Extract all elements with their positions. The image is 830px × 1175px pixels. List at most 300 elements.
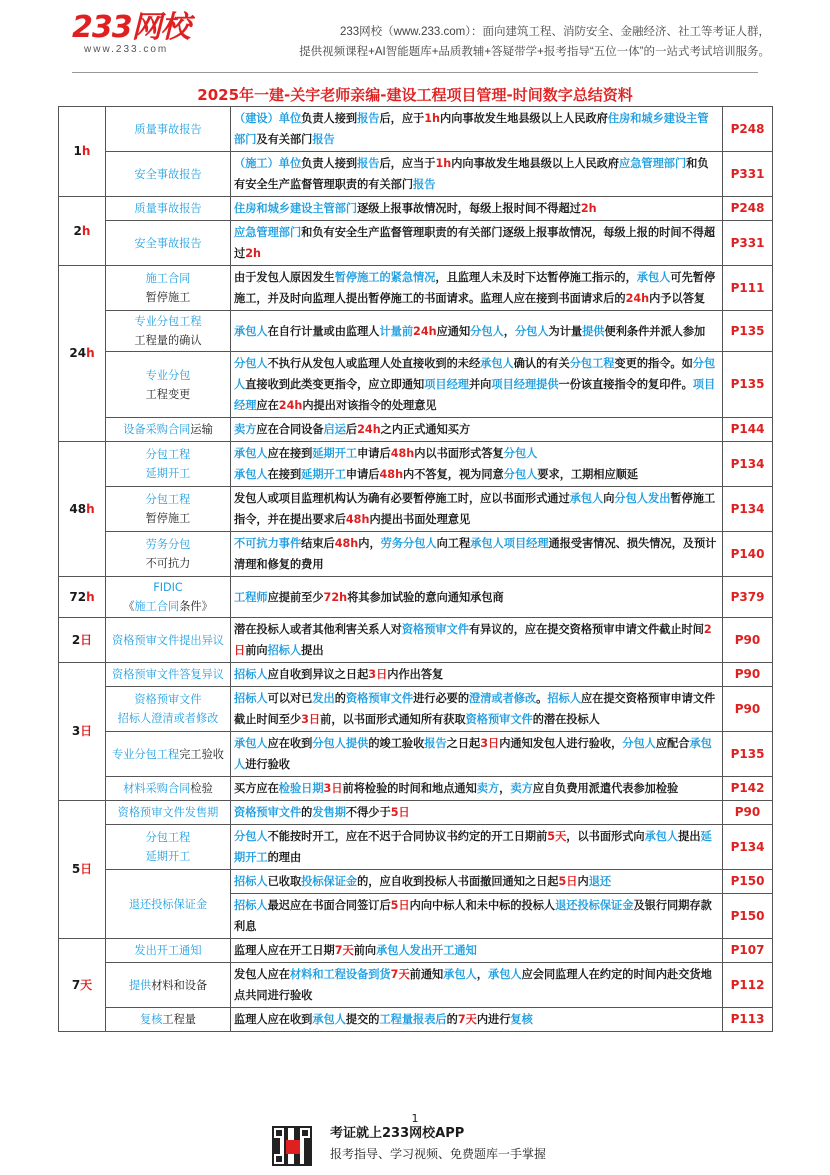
term-highlight: 项目经理 — [491, 378, 537, 391]
topic-cell — [106, 311, 231, 352]
time-highlight: 1h — [424, 112, 440, 125]
topic-main — [109, 941, 227, 960]
topic-sub: 暂停施工 — [145, 512, 191, 525]
time-unit: h — [86, 589, 95, 604]
content-cell: 分包人不执行从发包人或监理人处直接收到的未经承包人确认的有关分包工程变更的指令。如分包人直接收到此类变更指令，应立即通知项目经理并向项目经理提供一份该直接指令的复印件。项目经理应在24h内提出对该指令的处理意见 — [231, 352, 723, 418]
topic-main — [109, 631, 227, 650]
term-highlight: 住房和城乡建设主管部门 — [234, 202, 358, 215]
time-unit: 日 — [80, 632, 93, 647]
table-row — [59, 221, 773, 266]
topic-cell — [106, 825, 231, 870]
term-highlight: 承包人 — [234, 737, 712, 771]
term-highlight: 招标人 — [117, 712, 152, 725]
term-highlight: 劳务分包 — [145, 538, 191, 551]
topic-main — [109, 120, 227, 139]
term-highlight: 延期开工 — [312, 447, 358, 460]
content-cell: （施工）单位负责人接到报告后，应当于1h内向事故发生地县级以上人民政府应急管理部门和负有安全生产监督管理职责的有关部门报告 — [231, 152, 723, 197]
term-highlight: 工程量报表后 — [379, 1013, 447, 1026]
term-highlight: 延期开工 — [145, 850, 191, 863]
time-unit: h — [86, 501, 95, 516]
term-highlight: 分包人 — [503, 447, 538, 460]
term-highlight: 承包人 — [470, 537, 504, 550]
term-highlight: 应急管理部门 — [234, 226, 302, 239]
table-row — [59, 870, 773, 894]
term-highlight: 报告 — [179, 202, 202, 215]
term-highlight: 提出异议 — [179, 633, 224, 647]
time-cell: 2日 — [59, 618, 106, 663]
term-highlight: 住房和城乡建设主管部门 — [234, 112, 709, 146]
term-highlight: 专业分包 — [145, 368, 191, 382]
term-highlight: 复核 — [510, 1013, 533, 1026]
page-ref-cell: P379 — [723, 577, 773, 618]
term-highlight: 延期开工 — [234, 830, 712, 864]
page-number: 1 — [411, 1112, 419, 1125]
brand-url: www.233.com — [84, 44, 169, 55]
page-ref-cell: P90 — [723, 687, 773, 732]
topic-cell — [106, 152, 231, 197]
term-highlight: 报告 — [179, 236, 202, 250]
term-highlight: 承包人 — [234, 737, 268, 750]
content-cell: 住房和城乡建设主管部门逐级上报事故情况时，每级上报时间不得超过2h — [231, 197, 723, 221]
time-highlight: 3日 — [368, 668, 388, 681]
content-cell: 工程师应提前至少72h将其参加试验的意向通知承包商 — [231, 577, 723, 618]
time-unit: h — [81, 144, 91, 158]
qr-corner — [300, 1128, 310, 1138]
term-highlight: 延期开工 — [301, 468, 346, 481]
topic-main — [109, 269, 227, 288]
time-unit: h — [86, 346, 95, 360]
table-row — [59, 352, 773, 418]
page-header — [0, 0, 830, 80]
table-row — [59, 1008, 773, 1032]
term-highlight: 检验日期 — [278, 782, 324, 795]
page-ref-cell: P134 — [723, 442, 773, 487]
topic-cell — [106, 487, 231, 532]
page-ref-cell: P111 — [723, 266, 773, 311]
table-row — [59, 732, 773, 777]
content-cell: 卖方应在合同设备启运后24h之内正式通知买方 — [231, 418, 723, 442]
page-ref-cell: P135 — [723, 311, 773, 352]
term-highlight: 投标保证金 — [301, 875, 358, 888]
qr-code-icon[interactable] — [272, 1126, 312, 1166]
term-highlight: 施工合同 — [134, 600, 180, 613]
topic-cell — [106, 221, 231, 266]
header-divider — [72, 72, 758, 73]
topic-main — [109, 490, 227, 509]
time-highlight: 72h — [323, 590, 348, 604]
topic-cell — [106, 801, 231, 825]
term-highlight: 提供 — [345, 737, 369, 750]
table-row — [59, 442, 773, 487]
topic-cell — [106, 418, 231, 442]
term-highlight: 专业分包工程 — [134, 315, 202, 328]
term-highlight: 计量前 — [379, 324, 414, 338]
table-row — [59, 532, 773, 577]
time-highlight: 48h — [390, 447, 415, 460]
page-ref-cell: P150 — [723, 894, 773, 939]
page-ref-cell: P331 — [723, 152, 773, 197]
term-highlight: 报告 — [179, 167, 202, 181]
topic-sub: 《施工合同条件》 — [123, 600, 213, 613]
table-row — [59, 777, 773, 801]
term-highlight: 应急管理部门 — [619, 157, 687, 170]
topic-main — [109, 578, 227, 597]
page-ref-cell: P142 — [723, 777, 773, 801]
term-highlight: 承包人 — [644, 830, 679, 843]
term-highlight: 澄清或者修改 — [469, 692, 537, 705]
page-ref-cell: P248 — [723, 107, 773, 152]
term-highlight: 质量事故 — [134, 202, 180, 215]
table-row — [59, 152, 773, 197]
time-highlight: 3日 — [301, 713, 321, 726]
time-highlight: 48h — [379, 468, 404, 481]
term-highlight: 分包工程 — [145, 831, 191, 844]
topic-main — [109, 895, 227, 914]
topic-sub — [109, 709, 227, 728]
time-highlight: 7天 — [457, 1013, 477, 1026]
term-highlight: 资格预审文件 — [234, 806, 302, 819]
term-highlight: 承包人 — [376, 944, 410, 957]
table-row — [59, 825, 773, 870]
qr-corner — [274, 1154, 284, 1164]
term-highlight: 分包人 — [234, 357, 268, 370]
time-highlight: 5天 — [547, 830, 567, 843]
term-highlight: 报告 — [424, 737, 447, 750]
topic-cell — [106, 963, 231, 1008]
time-highlight: 24h — [357, 423, 381, 436]
topic-main: 设备采购合同运输 — [123, 423, 213, 436]
time-unit: h — [81, 223, 91, 238]
topic-cell — [106, 870, 231, 939]
time-highlight: 3日 — [480, 737, 500, 750]
table-row — [59, 618, 773, 663]
content-cell: 买方应在检验日期3日前将检验的时间和地点通知卖方，卖方应自负费用派遣代表参加检验 — [231, 777, 723, 801]
time-highlight: 7天 — [334, 944, 354, 957]
content-cell: 应急管理部门和负有安全生产监督管理职责的有关部门逐级上报事故情况，每级上报的时间不得超过2h — [231, 221, 723, 266]
term-highlight: 发出开工通知 — [409, 944, 477, 957]
topic-cell — [106, 107, 231, 152]
term-highlight: 延期开工 — [145, 467, 191, 480]
topic-cell — [106, 618, 231, 663]
time-highlight: 24h — [625, 292, 650, 305]
content-cell: 承包人在自行计量或由监理人计量前24h应通知分包人，分包人为计量提供便利条件并派人参加 — [231, 311, 723, 352]
page-ref-cell: P107 — [723, 939, 773, 963]
term-highlight: 资格预审文件 — [401, 623, 469, 636]
term-highlight: 招标人 — [234, 899, 268, 912]
tagline-line-1: 233网校（www.233.com）：面向建筑工程、消防安全、金融经济、社工等考证人群， — [339, 26, 770, 38]
topic-cell — [106, 777, 231, 801]
term-highlight: 承包人 — [480, 357, 514, 370]
topic-main — [109, 165, 227, 184]
topic-cell — [106, 577, 231, 618]
topic-main — [109, 828, 227, 847]
term-highlight: （施工）单位 — [234, 157, 302, 170]
term-highlight: 报告 — [357, 157, 380, 170]
topic-main — [109, 445, 227, 464]
time-cell: 2h — [59, 197, 106, 266]
time-highlight: 48h — [345, 513, 370, 526]
time-cell: 1h — [59, 107, 106, 197]
topic-sub: 不可抗力 — [145, 557, 191, 570]
term-highlight: 设备采购合同 — [123, 423, 191, 436]
term-highlight: 项目经理 — [424, 378, 469, 391]
term-highlight: 招标人 — [234, 692, 268, 705]
content-cell: 由于发包人原因发生暂停施工的紧急情况，且监理人未及时下达暂停施工指示的，承包人可先暂停施工，并及时向监理人提出暂停施工的书面请求。监理人应在接到书面请求后的24h内予以答复 — [231, 266, 723, 311]
term-highlight: 投标保证金 — [151, 897, 208, 911]
topic-main — [109, 312, 227, 331]
term-highlight: 承包人 — [569, 492, 604, 505]
table-row — [59, 487, 773, 532]
term-highlight: 发出开工通知 — [134, 944, 202, 957]
table-row — [59, 687, 773, 732]
topic-main: 提供材料和设备 — [128, 978, 208, 992]
content-cell: 监理人应在开工日期7天前向承包人发出开工通知 — [231, 939, 723, 963]
term-highlight: 发出 — [312, 692, 335, 705]
term-highlight: 提供 — [582, 324, 605, 338]
table-row — [59, 107, 773, 152]
time-highlight: 2h — [245, 247, 261, 260]
page-ref-cell: P112 — [723, 963, 773, 1008]
term-highlight: 提供 — [536, 378, 559, 391]
page-ref-cell: P135 — [723, 732, 773, 777]
topic-cell — [106, 732, 231, 777]
page-ref-cell: P134 — [723, 825, 773, 870]
topic-main — [109, 665, 227, 684]
topic-main: 材料采购合同检验 — [123, 782, 213, 795]
term-highlight: （建设）单位 — [234, 112, 302, 125]
table-row — [59, 663, 773, 687]
time-highlight: 5日 — [390, 899, 410, 912]
topic-main — [109, 199, 227, 218]
table-row — [59, 801, 773, 825]
topic-sub — [109, 464, 227, 483]
content-cell: 发包人应在材料和工程设备到货7天前通知承包人，承包人应会同监理人在约定的时间内赴交货地点共同进行验收 — [231, 963, 723, 1008]
term-highlight: 施工合同 — [145, 272, 191, 285]
term-highlight: 分包人 — [503, 468, 538, 481]
table-row — [59, 311, 773, 352]
table-row — [59, 963, 773, 1008]
time-cell: 48h — [59, 442, 106, 577]
topic-cell — [106, 663, 231, 687]
term-highlight: 分包工程 — [145, 493, 191, 506]
time-highlight: 5日 — [390, 806, 410, 819]
term-highlight: 承包人 — [234, 447, 268, 460]
term-highlight: FIDIC — [153, 581, 183, 594]
content-cell: （建设）单位负责人接到报告后，应于1h内向事故发生地县级以上人民政府住房和城乡建设主管部门及有关部门报告 — [231, 107, 723, 152]
term-highlight: 退还 — [128, 897, 152, 911]
term-highlight: 分包人 — [312, 737, 346, 750]
topic-main — [109, 535, 227, 554]
time-highlight: 7天 — [390, 968, 410, 981]
time-cell: 7天 — [59, 939, 106, 1032]
term-highlight: 分包人 — [622, 737, 656, 750]
term-highlight: 分包人 — [614, 492, 648, 505]
content-cell: 潜在投标人或者其他利害关系人对资格预审文件有异议的，应在提交资格预审申请文件截止时间2日前向招标人提出 — [231, 618, 723, 663]
page-ref-cell: P134 — [723, 487, 773, 532]
topic-sub: 暂停施工 — [145, 291, 191, 304]
table-row — [59, 939, 773, 963]
time-highlight: 24h — [413, 324, 437, 338]
topic-cell — [106, 266, 231, 311]
time-highlight: 2日 — [234, 623, 712, 657]
topic-cell — [106, 532, 231, 577]
term-highlight: 分包人 — [470, 324, 504, 338]
time-unit: 日 — [80, 862, 93, 876]
term-highlight: 材料和工程设备到货 — [289, 968, 391, 981]
topic-cell — [106, 939, 231, 963]
term-highlight: 招标人 — [234, 875, 268, 888]
topic-cell — [106, 197, 231, 221]
content-cell: 承包人应在收到分包人提供的竣工验收报告之日起3日内通知发包人进行验收，分包人应配合承包人进行验收 — [231, 732, 723, 777]
term-highlight: 分包人 — [234, 830, 268, 843]
term-highlight: 报告 — [312, 133, 335, 146]
term-highlight: 卖方 — [476, 782, 500, 795]
time-unit: 天 — [80, 977, 93, 992]
term-highlight: 暂停施工的紧急情况 — [334, 271, 436, 284]
topic-cell — [106, 687, 231, 732]
table-row — [59, 266, 773, 311]
content-cell: 招标人可以对已发出的资格预审文件进行必要的澄清或者修改。招标人应在提交资格预审申请文件截止时间至少3日前，以书面形式通知所有获取资格预审文件的潜在投标人 — [231, 687, 723, 732]
term-highlight: 项目经理 — [503, 537, 549, 550]
table-row — [59, 577, 773, 618]
topic-main — [109, 690, 227, 709]
term-highlight: 卖方 — [510, 782, 533, 795]
topic-main: 复核工程量 — [140, 1013, 196, 1026]
term-highlight: 劳务分包人 — [380, 537, 437, 550]
term-highlight: 项目经理 — [234, 378, 716, 412]
content-cell: 招标人应自收到异议之日起3日内作出答复 — [231, 663, 723, 687]
term-highlight: 安全事故 — [134, 236, 180, 250]
brand-logo: 233网校 — [72, 10, 190, 45]
time-cell: 3日 — [59, 663, 106, 801]
topic-cell — [106, 352, 231, 418]
term-highlight: 招标人 — [547, 692, 581, 705]
page-ref-cell: P150 — [723, 870, 773, 894]
content-cell: 资格预审文件的发售期不得少于5日 — [231, 801, 723, 825]
table-row — [59, 197, 773, 221]
page-ref-cell: P144 — [723, 418, 773, 442]
term-highlight: 投标保证金 — [577, 899, 634, 912]
term-highlight: 答复异议 — [179, 668, 224, 681]
term-highlight: 分包工程 — [569, 357, 615, 370]
term-highlight: 材料采购合同 — [123, 782, 191, 795]
term-highlight: 退还 — [588, 875, 612, 888]
page-ref-cell: P90 — [723, 663, 773, 687]
time-cell: 5日 — [59, 801, 106, 939]
qr-center-badge — [286, 1140, 300, 1154]
term-highlight: 安全事故 — [134, 167, 180, 181]
term-highlight: 发售期 — [184, 806, 219, 819]
time-highlight: 3日 — [323, 782, 343, 795]
term-highlight: 报告 — [413, 178, 436, 191]
term-highlight: 复核 — [140, 1013, 163, 1026]
content-cell: 招标人最迟应在书面合同签订后5日内向中标人和未中标的投标人退还投标保证金及银行同期存款利息 — [231, 894, 723, 939]
page-ref-cell: P248 — [723, 197, 773, 221]
time-cell: 72h — [59, 577, 106, 618]
time-highlight: 1h — [435, 157, 452, 170]
footer-app-line: 考证就上233网校APP — [330, 1126, 465, 1141]
content-cell: 监理人应在收到承包人提交的工程量报表后的7天内进行复核 — [231, 1008, 723, 1032]
content-cell: 分包人不能按时开工，应在不迟于合同协议书约定的开工日期前5天，以书面形式向承包人提出延期开工的理由 — [231, 825, 723, 870]
content-cell: 发包人或项目监理机构认为确有必要暂停施工时，应以书面形式通过承包人向分包人发出暂停施工指令，并在提出要求后48h内提出书面处理意见 — [231, 487, 723, 532]
term-highlight: 发售期 — [312, 806, 346, 819]
term-highlight: 资格预审文件 — [465, 713, 533, 726]
time-highlight: 5日 — [558, 875, 578, 888]
content-cell: 招标人已收取投标保证金的，应自收到投标人书面撤回通知之日起5日内退还 — [231, 870, 723, 894]
term-highlight: 承包人 — [636, 271, 671, 284]
time-cell: 24h — [59, 266, 106, 442]
topic-cell — [106, 1008, 231, 1032]
term-highlight: 资格预审文件 — [345, 692, 414, 705]
term-highlight: 不可抗力事件 — [234, 537, 302, 550]
term-highlight: 承包人 — [234, 324, 268, 338]
topic-cell — [106, 442, 231, 487]
content-cell: 承包人应在接到延期开工申请后48h内以书面形式答复分包人 承包人在接到延期开工申请后48h内不答复，视为同意分包人要求，工期相应顺延 — [231, 442, 723, 487]
topic-main: 专业分包工程完工验收 — [112, 747, 224, 761]
term-highlight: 启运 — [323, 423, 346, 436]
topic-sub: 工程变更 — [145, 387, 191, 401]
term-highlight: 报告 — [357, 112, 380, 125]
term-highlight: 承包人 — [312, 1013, 346, 1026]
summary-table — [58, 106, 773, 1032]
term-highlight: 承包人 — [488, 968, 522, 981]
content-cell: 不可抗力事件结束后48h内，劳务分包人向工程承包人项目经理通报受害情况、损失情况，及预计清理和修复的费用 — [231, 532, 723, 577]
qr-corner — [274, 1128, 284, 1138]
term-highlight: 分包工程 — [145, 448, 191, 461]
page-ref-cell: P135 — [723, 352, 773, 418]
brand-tagline — [290, 22, 770, 62]
term-highlight: 卖方 — [234, 423, 257, 436]
topic-main — [109, 234, 227, 253]
term-highlight: 承包人 — [443, 968, 477, 981]
time-highlight: 48h — [334, 537, 359, 550]
term-highlight: 工程师 — [234, 590, 268, 604]
topic-main — [109, 803, 227, 822]
topic-main — [109, 366, 227, 385]
term-highlight: 质量事故 — [134, 122, 180, 136]
page-ref-cell: P140 — [723, 532, 773, 577]
topic-sub: 工程量的确认 — [134, 334, 202, 347]
time-highlight: 24h — [278, 399, 303, 412]
term-highlight: 专业分包工程 — [112, 747, 180, 761]
time-unit: 日 — [80, 724, 93, 738]
term-highlight: 资格预审文件 — [112, 633, 180, 647]
page-ref-cell: P90 — [723, 801, 773, 825]
footer-sub-line: 报考指导、学习视频、免费题库一手掌握 — [330, 1147, 547, 1161]
term-highlight: 澄清或者修改 — [151, 712, 219, 725]
term-highlight: 分包人 — [514, 324, 549, 338]
term-highlight: 分包人 — [234, 357, 716, 391]
page-ref-cell: P90 — [723, 618, 773, 663]
term-highlight: 发出 — [648, 492, 671, 505]
document-title: 2025年一建-关宇老师亲编-建设工程项目管理-时间数字总结资料 — [197, 86, 633, 104]
topic-sub — [109, 847, 227, 866]
term-highlight: 提供 — [128, 978, 152, 992]
table-row — [59, 418, 773, 442]
term-highlight: 报告 — [179, 122, 202, 136]
term-highlight: 招标人 — [234, 668, 268, 681]
page-ref-cell: P113 — [723, 1008, 773, 1032]
term-highlight: 招标人 — [267, 644, 302, 657]
tagline-line-2: 提供视频课程+AI智能题库+品质教辅+答疑带学+报考指导“五位一体”的一站式考试培训服务。 — [299, 46, 770, 58]
term-highlight: 资格预审文件 — [112, 668, 180, 681]
time-highlight: 2h — [580, 202, 597, 215]
page-ref-cell: P331 — [723, 221, 773, 266]
term-highlight: 退还 — [555, 899, 578, 912]
term-highlight: 资格预审文件 — [134, 693, 202, 706]
term-highlight: 资格预审文件 — [117, 806, 185, 819]
term-highlight: 承包人 — [234, 468, 268, 481]
